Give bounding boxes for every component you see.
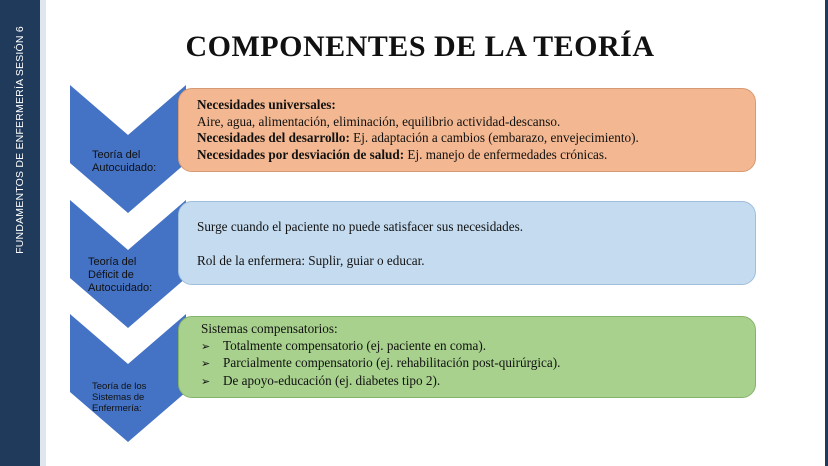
chevron-label-2-line-2: Déficit de (88, 269, 134, 281)
development-needs-text: Ej. adaptación a cambios (embarazo, envejecimiento). (349, 130, 639, 145)
deficit-line-1: Surge cuando el paciente no puede satisfacer sus necesidades. (197, 219, 524, 234)
deficit-line-2: Rol de la enfermera: Suplir, guiar o educar. (197, 252, 425, 268)
deficit-gap (197, 236, 737, 253)
list-item (201, 355, 737, 373)
chevron-label-3 (92, 381, 146, 414)
arrow-bullet-icon: ➢ (201, 357, 211, 370)
sidebar-course-label: FUNDAMENTOS DE ENFERMERÍA SESIÓN 6 (14, 26, 26, 254)
sistemas-bullet-1: Totalmente compensatorio (ej. paciente en coma). (223, 337, 487, 353)
sidebar (0, 0, 40, 466)
chevron-label-1-line-1: Teoría del (92, 149, 141, 161)
chevron-label-3-line-3: Enfermería: (92, 403, 142, 414)
sistemas-box (178, 316, 756, 398)
chevron-label-1 (92, 149, 156, 175)
sistemas-intro: Sistemas compensatorios: (201, 321, 338, 336)
chevron-label-2-line-3: Autocuidado: (88, 282, 153, 294)
chevron-label-2 (88, 256, 152, 295)
health-deviation-text: Ej. manejo de enfermedades crónicas. (404, 146, 608, 162)
sidebar-stripe (40, 0, 46, 466)
universal-needs-text: Aire, agua, alimentación, eliminación, equilibrio actividad-descanso. (197, 113, 561, 129)
chevron-label-2-line-1: Teoría del (88, 256, 137, 268)
development-needs-heading: Necesidades del desarrollo: (197, 130, 350, 145)
health-deviation-heading: Necesidades por desviación de salud: (197, 146, 405, 162)
sistemas-bullet-3: De apoyo-educación (ej. diabetes tipo 2). (223, 372, 441, 388)
sistemas-bullet-2: Parcialmente compensatorio (ej. rehabilitación post-quirúrgica). (223, 355, 561, 370)
arrow-bullet-icon: ➢ (201, 339, 211, 353)
chevron-sistemas (70, 314, 186, 442)
deficit-box (178, 201, 756, 285)
autocuidado-box (178, 88, 756, 172)
universal-needs-heading: Necesidades universales: (197, 97, 336, 112)
chevron-shape-3 (70, 314, 186, 442)
chevron-label-3-line-2: Sistemas de (92, 392, 145, 403)
health-deviation-line (197, 147, 737, 164)
list-item (201, 373, 737, 391)
development-needs-line (197, 130, 737, 147)
chevron-label-3-line-1: Teoría de los (92, 381, 147, 392)
sistemas-bullet-list (201, 338, 737, 391)
page-title: COMPONENTES DE LA TEORÍA (185, 30, 655, 63)
chevron-label-1-line-2: Autocuidado: (92, 162, 157, 174)
list-item (201, 338, 737, 356)
arrow-bullet-icon: ➢ (201, 374, 211, 388)
chevron-polygon-3 (70, 314, 186, 442)
